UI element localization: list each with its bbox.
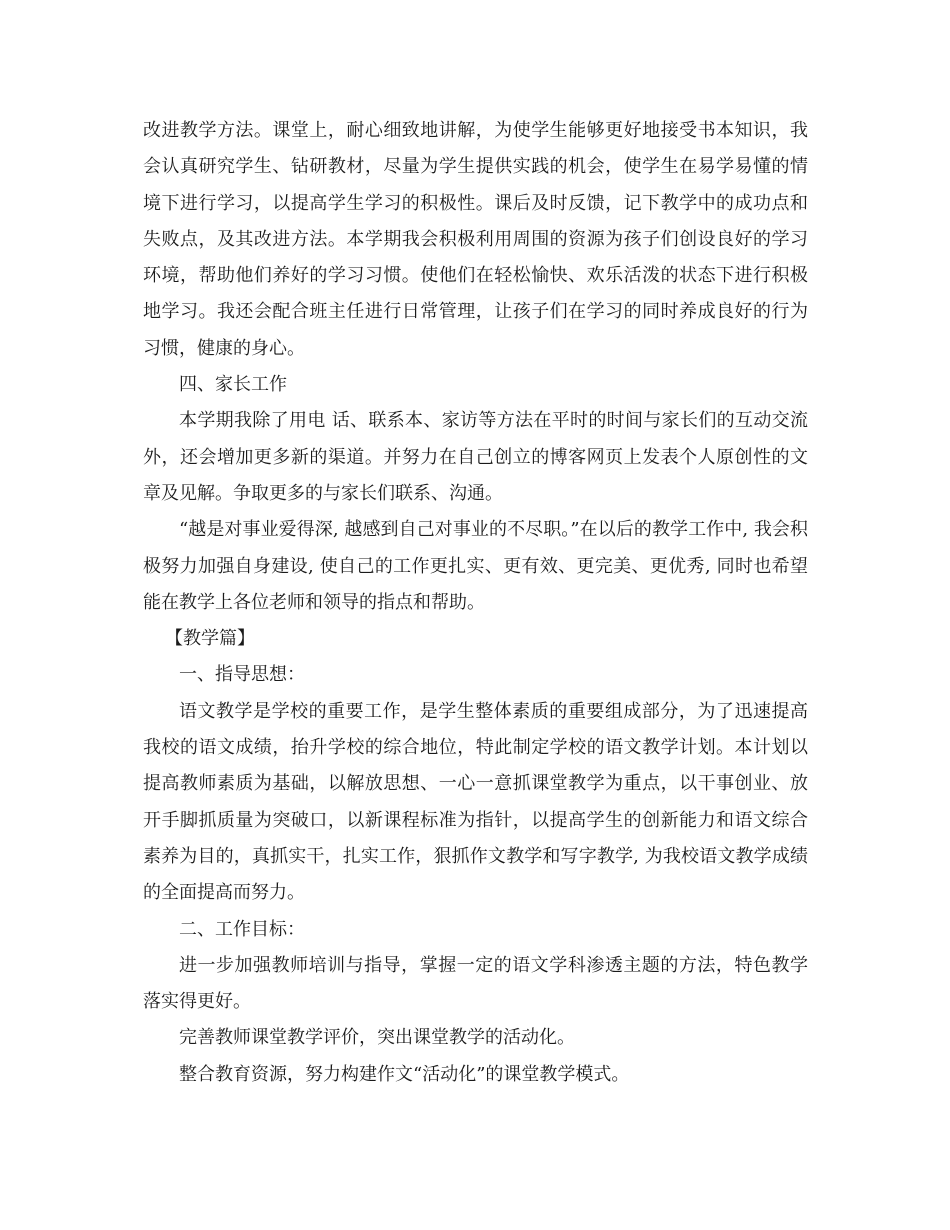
paragraph-goal-evaluation: 完善教师课堂教学评价，突出课堂教学的活动化。 bbox=[179, 1027, 575, 1049]
paragraph-closing-quote: “越是对事业爱得深, 越感到自己对事业的不尽职。”在以后的教学工作中, 我会积极努力加强自身建设, 使自己的工作更扎实、更有效、更完美、更优秀, 同时也希望能在教学上各位老师和领导的指点和帮助。 bbox=[143, 519, 808, 613]
paragraph-parent-communication: 本学期我除了用电 话、联系本、家访等方法在平时的时间与家长们的互动交流外，还会增加更多新的渠道。并努力在自己创立的博客网页上发表个人原创性的文章及见解。争取更多的与家长们联系、沟通。 bbox=[143, 410, 808, 504]
paragraph-goal-teacher-training: 进一步加强教师培训与指导，掌握一定的语文学科渗透主题的方法，特色教学落实得更好。 bbox=[143, 954, 808, 1013]
section-title-teaching: 【教学篇】 bbox=[165, 628, 255, 650]
paragraph-teaching-methods: 改进教学方法。课堂上，耐心细致地讲解，为使学生能够更好地接受书本知识，我会认真研究学生、钻研教材，尽量为学生提供实践的机会，使学生在易学易懂的情境下进行学习，以提高学生学习的积极性。课后及时反馈，记下教学中的成功点和失败点，及其改进方法。本学期我会积极利用周围的资源为孩子们创设良好的学习环境，帮助他们养好的学习习惯。使他们在轻松愉快、欢乐活泼的状态下进行积极地学习。我还会配合班主任进行日常管理，让孩子们在学习的同时养成良好的行为习惯，健康的身心。 bbox=[143, 120, 808, 359]
heading-work-goals: 二、工作目标： bbox=[179, 918, 305, 940]
heading-guiding-ideology: 一、指导思想： bbox=[179, 664, 305, 686]
document-body bbox=[143, 113, 808, 1093]
paragraph-goal-resources: 整合教育资源，努力构建作文“活动化”的课堂教学模式。 bbox=[179, 1063, 630, 1085]
heading-parent-work: 四、家长工作 bbox=[179, 374, 287, 396]
paragraph-guiding-ideology: 语文教学是学校的重要工作，是学生整体素质的重要组成部分，为了迅速提高我校的语文成绩，抬升学校的综合地位，特此制定学校的语文教学计划。本计划以提高教师素质为基础，以解放思想、一心一意抓课堂教学为重点，以干事创业、放开手脚抓质量为突破口，以新课程标准为指针，以提高学生的创新能力和语文综合素养为目的，真抓实干，扎实工作，狠抓作文教学和写字教学, 为我校语文教学成绩的全面提高而努力。 bbox=[143, 700, 808, 904]
